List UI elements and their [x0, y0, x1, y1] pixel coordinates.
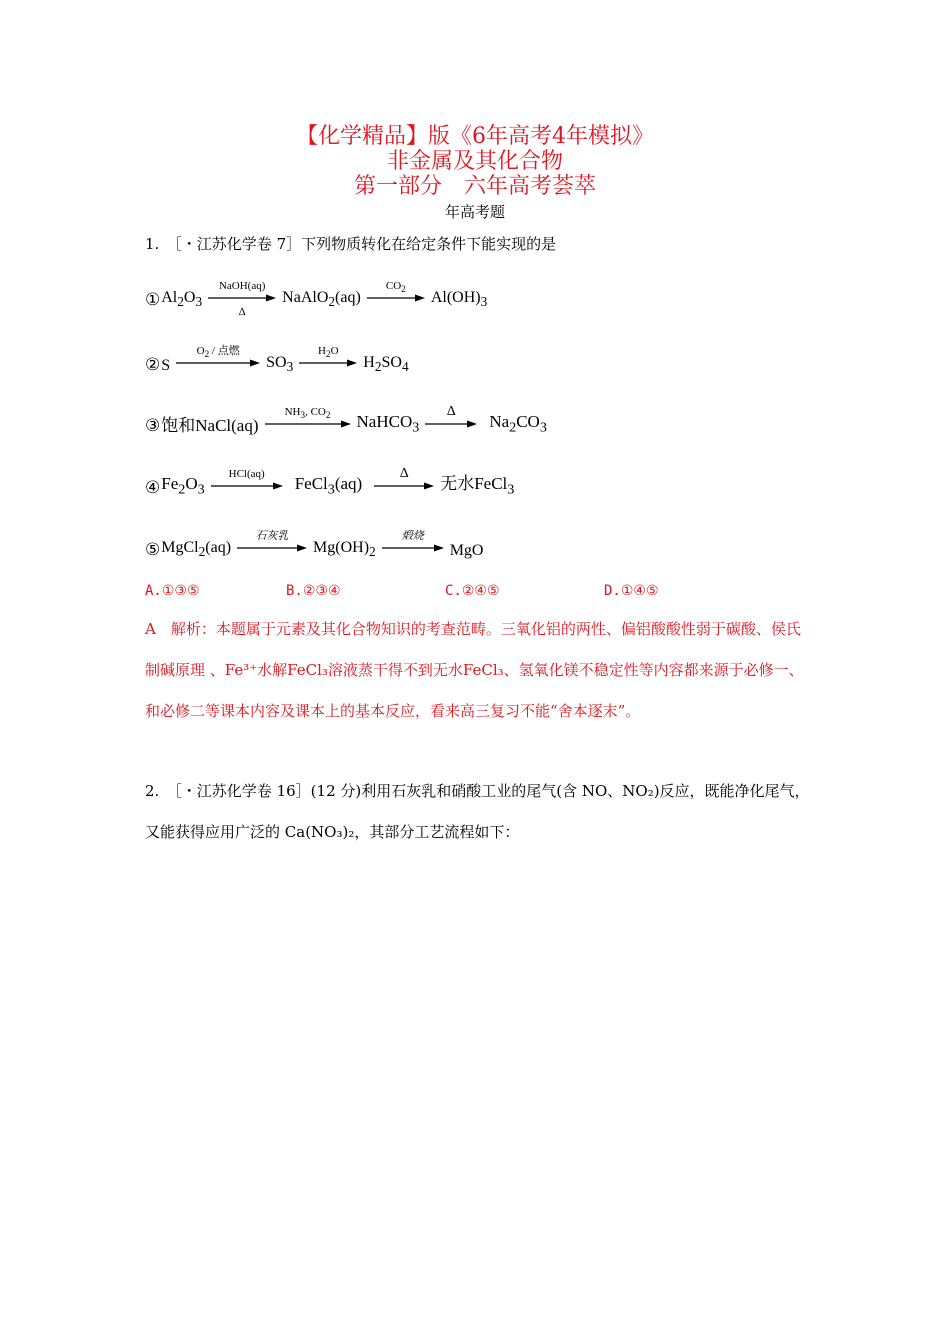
choice-d: D.①④⑤: [604, 583, 659, 599]
reaction-arrow: [265, 406, 351, 436]
reaction-2: [145, 335, 409, 375]
reaction-3: [145, 396, 547, 436]
arrow-icon: [237, 544, 307, 552]
arrow-icon: [176, 359, 260, 367]
arrow-icon: [208, 294, 276, 302]
reaction-number: ①: [145, 290, 161, 309]
arrow-condition: HCl(aq): [228, 468, 265, 480]
question-1-stem: 1. ［・江苏化学卷 7］下列物质转化在给定条件下能实现的是: [145, 235, 557, 253]
reaction-middle: NaHCO$_3$: [356, 411, 420, 435]
choice-c: C.②④⑤: [445, 583, 500, 599]
doc-subtitle: 年高考题: [444, 203, 505, 221]
reaction-middle: NaAlO$_2$(aq): [282, 288, 361, 309]
arrow-icon: [374, 482, 434, 490]
arrow-condition-below: Δ: [238, 306, 246, 318]
arrow-condition: 石灰乳: [255, 530, 289, 542]
reaction-arrow: [176, 345, 260, 375]
reaction-arrow: [374, 468, 434, 498]
reaction-arrow: [211, 468, 283, 498]
arrow-icon: [299, 359, 357, 367]
arrow-condition: NaOH(aq): [218, 280, 266, 292]
doc-chapter-title: 非金属及其化合物: [386, 149, 563, 174]
reaction-arrow: [299, 345, 357, 375]
reaction-end: $H_2SO_4$: [363, 353, 409, 374]
answer-analysis: A 解析：本题属于元素及其化合物知识的考查范畴。三氧化铝的两性、偏铝酸酸性弱于碳酸、侯氏制碱原理 、Fe³⁺水解FeCl₃溶液蒸干得不到无水FeCl₃、氢氧化镁不稳定性等内容都来源于必修一、和必修二等课本内容及课本上的基本反应，看来高三复习不能“舍本逐末”。: [145, 620, 804, 720]
arrow-condition: $CO_2$: [385, 280, 406, 295]
reaction-number: ⑤: [145, 540, 161, 559]
reaction-4: [145, 458, 514, 498]
arrow-icon: [425, 420, 477, 428]
arrow-condition: Δ: [446, 404, 456, 419]
reaction-end: 无水FeCl$_3$: [440, 473, 515, 497]
reaction-arrow: [237, 530, 307, 560]
reaction-arrow: [425, 406, 477, 436]
choice-a: A.①③⑤: [145, 583, 200, 599]
arrow-condition: $H_2O$: [318, 345, 339, 360]
doc-part-title: 第一部分 六年高考荟萃: [353, 174, 596, 199]
reaction-end: MgO: [449, 542, 484, 559]
arrow-icon: [382, 544, 444, 552]
reaction-start: 饱和NaCl(aq): [161, 416, 259, 435]
reaction-start: S: [161, 357, 171, 374]
arrow-condition: Δ: [399, 466, 409, 481]
reaction-middle: $SO_3$: [266, 353, 294, 374]
reaction-start: MgCl$_2$(aq): [161, 538, 232, 559]
reaction-middle: $Mg(OH)_2$: [313, 538, 376, 559]
reaction-start: $Fe_2O_3$: [161, 473, 205, 497]
arrow-icon: [211, 482, 283, 490]
reaction-arrow: [208, 280, 276, 318]
answer-choices: [145, 583, 805, 603]
arrow-condition: $NH_3$, $CO_2$: [284, 406, 331, 421]
reaction-number: ③: [145, 416, 161, 435]
reaction-arrow: [367, 280, 425, 310]
arrow-condition: $O_2$ / 点燃: [196, 345, 240, 360]
reaction-number: ②: [145, 355, 161, 374]
reaction-start: $Al_2O_3$: [161, 288, 203, 309]
question-2-stem: 2. ［・江苏化学卷 16］(12 分)利用石灰乳和硝酸工业的尾气(含 NO、NO₂)反应，既能净化尾气，又能获得应用广泛的 Ca(NO₃)₂，其部分工艺流程如下：: [145, 782, 810, 841]
reaction-1: [145, 270, 488, 318]
arrow-icon: [265, 420, 351, 428]
reaction-number: ④: [145, 478, 161, 497]
reaction-end: $Al(OH)_3$: [430, 288, 488, 309]
choice-b: B.②③④: [286, 583, 341, 599]
reaction-middle: FeCl$_3$(aq): [294, 473, 363, 497]
arrow-icon: [367, 294, 425, 302]
arrow-condition: 煅烧: [401, 530, 424, 542]
doc-title: 【化学精品】版《6年高考4年模拟》: [296, 124, 654, 149]
reaction-arrow: [382, 530, 444, 560]
reaction-5: [145, 520, 483, 560]
reaction-end: $Na_2CO_3$: [489, 411, 547, 435]
